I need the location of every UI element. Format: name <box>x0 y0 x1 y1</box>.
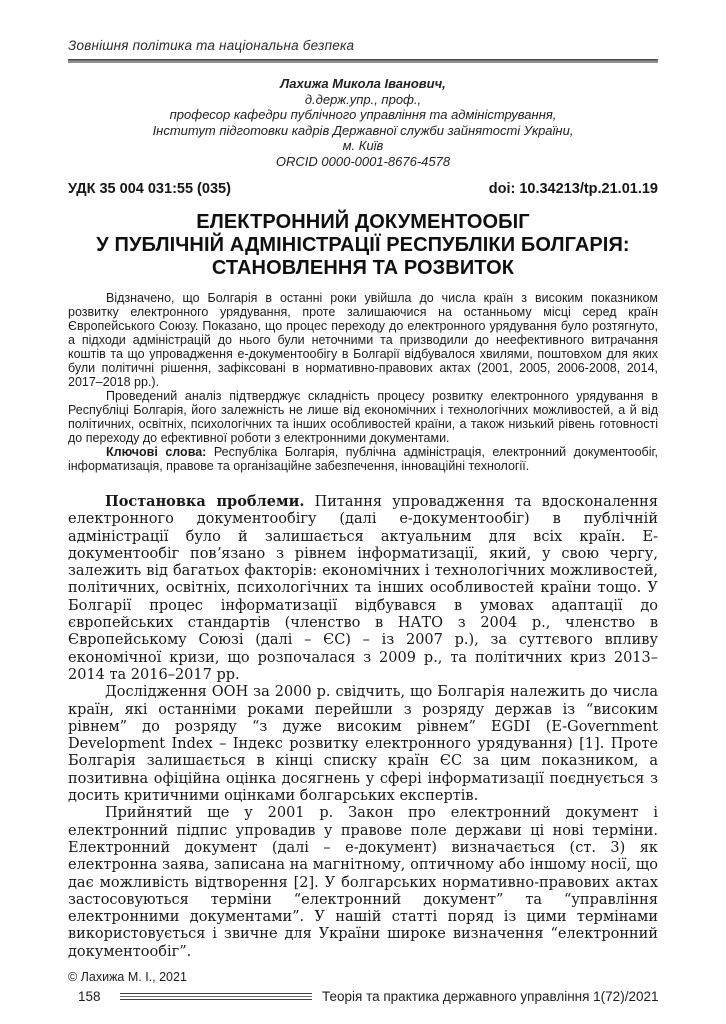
article-title-line-3: СТАНОВЛЕННЯ ТА РОЗВИТОК <box>211 257 515 279</box>
journal-title: Теорія та практика державного управління 1(72)/2021 <box>322 989 659 1005</box>
author-affiliation: Інститут підготовки кадрів Державної служби зайнятості України, <box>152 122 574 138</box>
abstract-section <box>68 291 658 473</box>
article-title <box>68 211 658 280</box>
body-paragraph-2: Дослідження ООН за 2000 р. свідчить, що Болгарія належить до числа країн, які останніми роками перейшли з розряду держав із “високим рівнем” до розряду “з дуже високим рівнем” EGDI (E-Government Development Index – Індекс розвитку електронного урядування) [1]. Проте Болгарія залишається в кінці списку країн ЄС за цим показником, а позитивна офіційна оцінка досягнень у сфері інформатизації поєднується з досить критичними оцінками болгарських експертів. <box>68 684 658 805</box>
article-body <box>68 493 658 961</box>
author-orcid: ORCID 0000-0001-8676-4578 <box>275 153 451 169</box>
author-city: м. Київ <box>342 138 384 153</box>
author-block <box>68 76 658 169</box>
page-number: 158 <box>78 989 101 1005</box>
author-position: професор кафедри публічного управління та адміністрування, <box>169 107 557 122</box>
udc-label: УДК 35 004 031:55 (035) <box>68 181 231 197</box>
abstract-paragraph-1: Відзначено, що Болгарія в останні роки увійшла до числа країн з високим показником розвитку електронного урядування, проте залишаючися на останньому місці серед країн Європейського Союзу. Показано, що процес переходу до електронного урядування було розтягнуто, а підходи адміністрацій до нього були неточними та призводили до неефективного витрачання коштів та що упровадження е-документообігу в Болгарії відбувалося хвилями, поштовхом для яких були політичні рішення, зафіксовані в нормативно-правових актах (2001, 2005, 2006-2008, 2014, 2017–2018 рр.). <box>68 291 658 389</box>
lead-text: Питання упровадження та вдосконалення електронного документообігу (далі е-документообіг) в публічній адміністрації було й залишається актуальним для всіх країн. Е-документообіг повʼязано з рівнем інформатизації, який, у свою чергу, залежить від багатьох факторів: економічних і технологічних можливостей, політичних, освітніх, психологічних та інших особливостей країни тощо. У Болгарії процес інформатизації відбувався в умовах адаптації до європейських стандартів (членство в НАТО з 2004 р., членство в Європейському Союзі (далі – ЄС) – із 2007 р.), за суттєвого впливу економічної кризи, що розпочалася з 2009 р., та політичних криз 2013–2014 та 2016–2017 рр. <box>68 494 658 683</box>
article-title-line-1: ЕЛЕКТРОННИЙ ДОКУМЕНТООБІГ <box>196 211 530 233</box>
lead-heading: Постановка проблеми. <box>105 493 305 510</box>
copyright-note: © Лахижа М. І., 2021 <box>68 970 187 985</box>
keywords-paragraph <box>68 445 658 473</box>
footer-rule <box>120 993 312 1000</box>
keywords-text: Республіка Болгарія, публічна адміністрація, електронний документообіг, інформатизація, правове та організаційне забезпечення, інноваційні технології. <box>68 445 659 473</box>
udc-doi-row <box>68 181 658 197</box>
abstract-paragraph-2: Проведений аналіз підтверджує складність процесу розвитку електронного урядування в Республіці Болгарія, його залежність не лише від економічних і технологічних можливостей, а й від політичних, освітніх, психологічних та інших особливостей країни, а також низький рівень готовності до переходу до ефективної роботи з електронними документами. <box>68 389 658 445</box>
author-degree: д.держ.упр., проф., <box>304 91 422 107</box>
article-title-line-2: У ПУБЛІЧНІЙ АДМІНІСТРАЦІЇ РЕСПУБЛІКИ БОЛГАРІЯ: <box>96 234 630 256</box>
author-name: Лахижа Микола Іванович, <box>280 76 446 91</box>
doi-label: doi: 10.34213/tp.21.01.19 <box>488 181 658 197</box>
page-footer <box>68 989 658 1004</box>
header-rule <box>68 59 658 63</box>
body-paragraph-3: Прийнятий ще у 2001 р. Закон про електронний документ і електронний підпис упровадив у правове поле держави ці нові терміни. Електронний документ (далі – е-документ) визначається (ст. 3) як електронна заява, записана на магнітному, оптичному або іншому носії, що дає можливість відтворення [2]. У болгарських нормативно-правових актах застосовуються терміни “електронний документ” та “управління електронними документами”. У нашій статті поряд із цими термінами використовується і звичне для України широке визначення “електронний документообіг”. <box>68 805 658 960</box>
running-head: Зовнішня політика та національна безпека <box>68 38 355 53</box>
body-paragraph-1 <box>68 493 658 684</box>
keywords-label: Ключові слова: <box>106 445 207 459</box>
